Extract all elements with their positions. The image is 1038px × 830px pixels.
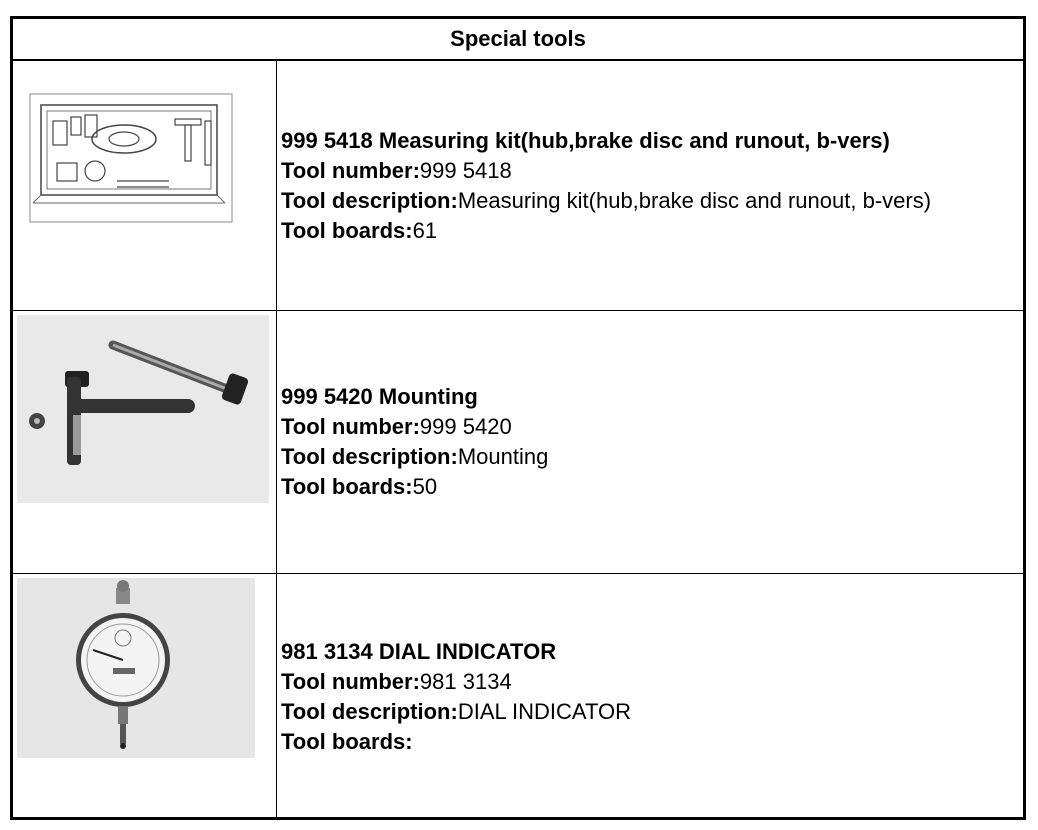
dial-indicator-photo xyxy=(17,578,255,758)
tool-number-label: Tool number: xyxy=(281,669,420,694)
tool-number-value: 981 3134 xyxy=(419,669,512,694)
tool-description-value: DIAL INDICATOR xyxy=(457,699,631,724)
tool-boards-label: Tool boards: xyxy=(281,474,413,499)
table-row xyxy=(13,574,1023,820)
tool-description-value: Mounting xyxy=(457,444,549,469)
tool-description-label: Tool description: xyxy=(281,699,458,724)
tool-number-label: Tool number: xyxy=(281,414,420,439)
tool-image-cell xyxy=(13,311,277,573)
tool-boards-value: 50 xyxy=(412,474,438,499)
tool-boards-label: Tool boards: xyxy=(281,218,413,243)
mounting-tool-photo xyxy=(17,315,269,503)
table-header: Special tools xyxy=(13,19,1023,61)
tool-image-cell xyxy=(13,61,277,310)
tool-info-cell xyxy=(277,61,1023,310)
tool-image-cell xyxy=(13,574,277,820)
special-tools-table xyxy=(10,16,1026,820)
tool-description-value: Measuring kit(hub,brake disc and runout, b-vers) xyxy=(457,188,932,213)
tool-number-value: 999 5418 xyxy=(419,158,512,183)
tool-title: 981 3134 DIAL INDICATOR xyxy=(281,639,557,664)
tool-boards-value: 61 xyxy=(412,218,438,243)
tool-info-cell xyxy=(277,311,1023,573)
tool-description-label: Tool description: xyxy=(281,444,458,469)
table-row xyxy=(13,311,1023,574)
tool-title: 999 5420 Mounting xyxy=(281,384,478,409)
tool-info-cell xyxy=(277,574,1023,820)
tool-title: 999 5418 Measuring kit(hub,brake disc and runout, b-vers) xyxy=(281,128,890,153)
tool-number-label: Tool number: xyxy=(281,158,420,183)
tool-boards-label: Tool boards: xyxy=(281,729,413,754)
measuring-kit-case-icon xyxy=(29,93,233,223)
tool-number-value: 999 5420 xyxy=(419,414,512,439)
table-row xyxy=(13,61,1023,311)
tool-description-label: Tool description: xyxy=(281,188,458,213)
